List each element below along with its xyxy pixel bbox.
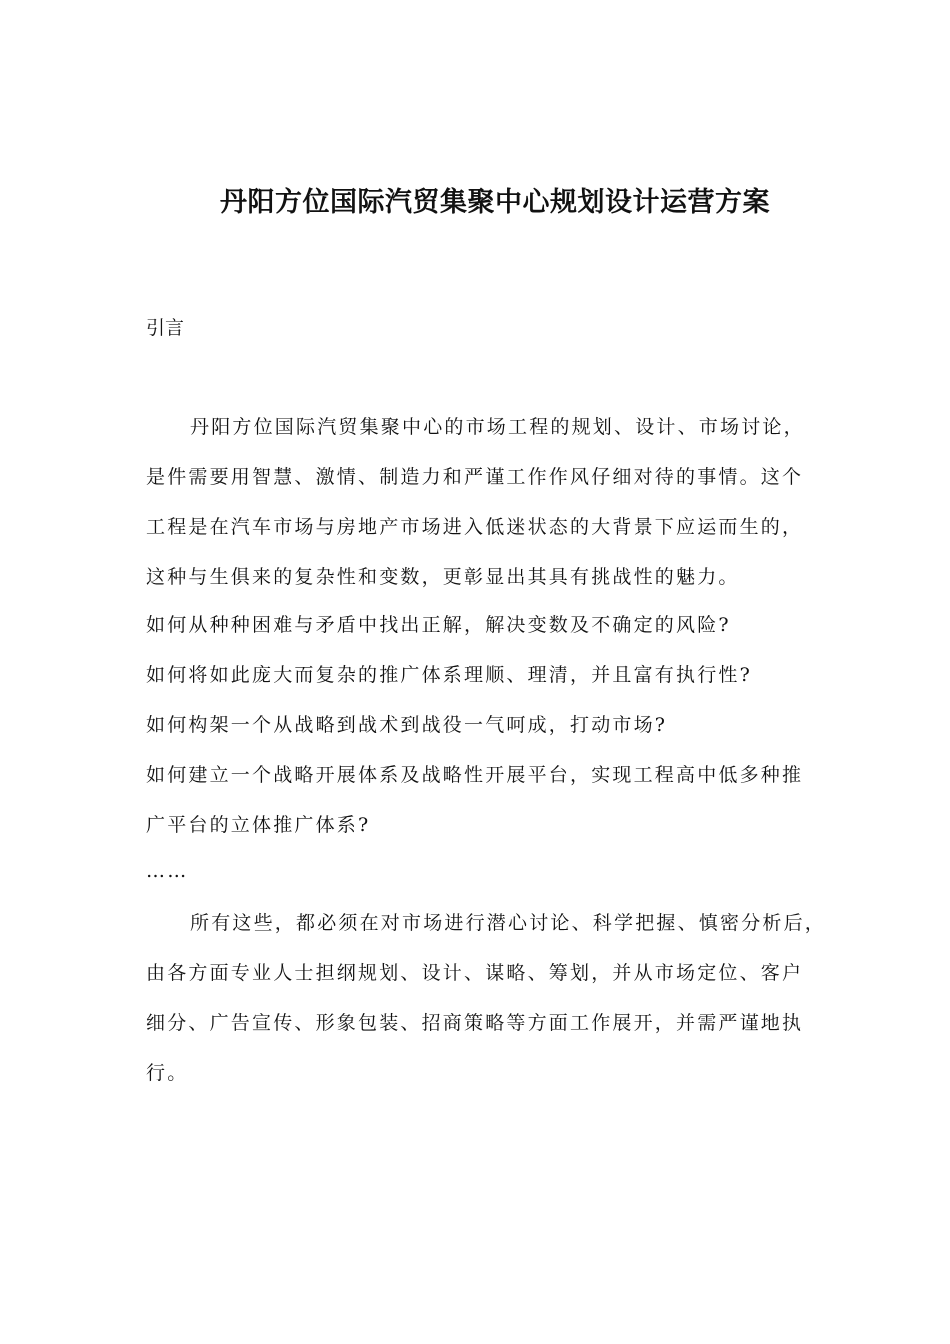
body-line: 如何将如此庞大而复杂的推广体系理顺、理清，并且富有执行性?	[146, 664, 752, 686]
body-line: 所有这些，都必须在对市场进行潜心讨论、科学把握、慎密分析后，	[190, 912, 827, 934]
body-line: 广平台的立体推广体系?	[146, 814, 371, 836]
body-line: 丹阳方位国际汽贸集聚中心的市场工程的规划、设计、市场讨论，	[190, 416, 805, 438]
body-line: 由各方面专业人士担纲规划、设计、谋略、筹划，并从市场定位、客户	[146, 962, 804, 984]
section-heading-introduction: 引言	[146, 317, 185, 339]
body-line: 工程是在汽车市场与房地产市场进入低迷状态的大背景下应运而生的，	[146, 516, 804, 538]
body-line: 如何构架一个从战略到战术到战役一气呵成，打动市场?	[146, 714, 668, 736]
body-line: 如何从种种困难与矛盾中找出正解，解决变数及不确定的风险?	[146, 614, 731, 636]
body-line: 细分、广告宣传、形象包装、招商策略等方面工作展开，并需严谨地执	[146, 1012, 804, 1034]
body-line: 行。	[146, 1062, 189, 1084]
body-line-ellipsis: ……	[146, 860, 189, 882]
document-title: 丹阳方位国际汽贸集聚中心规划设计运营方案	[220, 187, 770, 218]
body-line: 如何建立一个战略开展体系及战略性开展平台，实现工程高中低多种推	[146, 764, 804, 786]
body-line: 是件需要用智慧、激情、制造力和严谨工作作风仔细对待的事情。这个	[146, 466, 804, 488]
body-line: 这种与生俱来的复杂性和变数，更彰显出其具有挑战性的魅力。	[146, 566, 740, 588]
